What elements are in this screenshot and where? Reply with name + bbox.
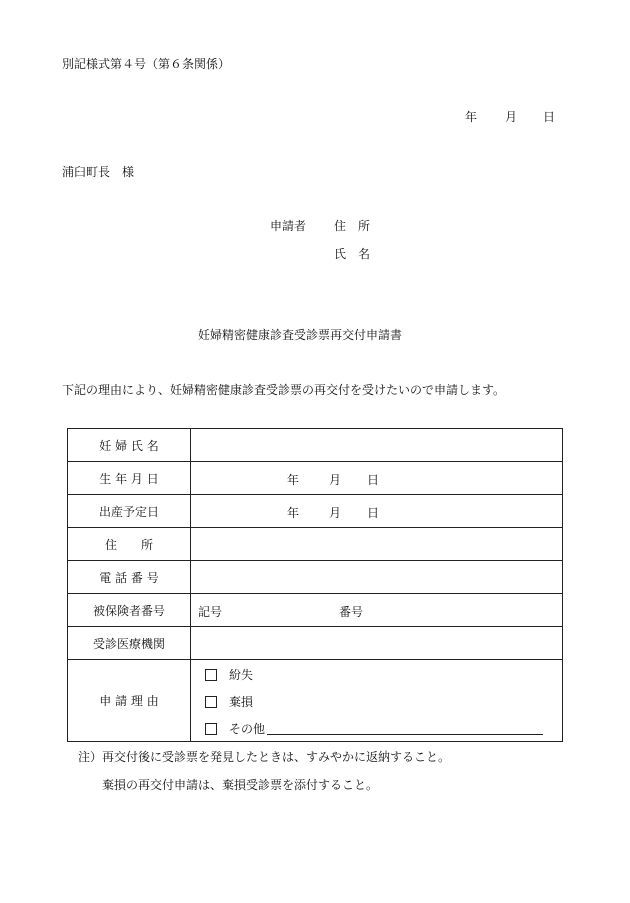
birthdate-day: 日	[367, 473, 380, 487]
phone-field[interactable]	[191, 561, 563, 594]
table-row	[68, 660, 563, 742]
table-row	[68, 495, 563, 528]
reason-field	[191, 660, 563, 742]
due-date-year: 年	[287, 506, 300, 520]
birthdate-label: 生 年 月 日	[68, 462, 191, 495]
insurance-number-sublabel: 番号	[339, 605, 364, 619]
insurance-number-label: 被保険者番号	[68, 594, 191, 627]
table-row	[68, 462, 563, 495]
clinic-field[interactable]	[191, 627, 563, 660]
applicant-label: 申請者	[270, 219, 307, 233]
checkbox-other[interactable]	[205, 723, 217, 735]
due-date-month: 月	[329, 506, 342, 520]
birthdate-month: 月	[329, 473, 342, 487]
reason-other-label: その他	[229, 722, 266, 736]
addressee: 浦臼町長 様	[62, 165, 135, 179]
reason-damaged-label: 棄損	[229, 695, 254, 709]
page-title: 妊婦精密健康診査受診票再交付申請書	[198, 328, 403, 342]
reason-damaged-option[interactable]	[205, 693, 253, 710]
table-row	[68, 528, 563, 561]
due-date-field[interactable]	[191, 495, 563, 528]
reason-label: 申 請 理 由	[68, 660, 191, 742]
note-1: 注）再交付後に受診票を発見したときは、すみやかに返納すること。	[78, 750, 451, 764]
table-row	[68, 429, 563, 462]
birthdate-field[interactable]	[191, 462, 563, 495]
reason-lost-label: 紛失	[229, 668, 254, 682]
reason-other-option[interactable]	[205, 720, 543, 737]
due-date-day: 日	[367, 506, 380, 520]
reason-lost-option[interactable]	[205, 666, 253, 683]
checkbox-lost[interactable]	[205, 669, 217, 681]
applicant-address-label: 住 所	[334, 219, 371, 233]
address-field[interactable]	[191, 528, 563, 561]
address-label: 住 所	[68, 528, 191, 561]
pregnant-name-label: 妊 婦 氏 名	[68, 429, 191, 462]
note-2: 棄損の再交付申請は、棄損受診票を添付すること。	[102, 778, 379, 792]
reason-other-underline[interactable]	[267, 722, 543, 735]
checkbox-damaged[interactable]	[205, 696, 217, 708]
insurance-symbol-label: 記号	[198, 605, 223, 619]
insurance-number-field[interactable]	[191, 594, 563, 627]
date-year: 年	[465, 110, 478, 124]
applicant-name-label: 氏 名	[334, 247, 371, 261]
date-day: 日	[543, 110, 556, 124]
table-row	[68, 594, 563, 627]
table-row	[68, 627, 563, 660]
table-row	[68, 561, 563, 594]
date-month: 月	[505, 110, 518, 124]
due-date-label: 出産予定日	[68, 495, 191, 528]
clinic-label: 受診医療機関	[68, 627, 191, 660]
intro-text: 下記の理由により、妊婦精密健康診査受診票の再交付を受けたいので申請します。	[62, 383, 506, 397]
form-number: 別記様式第４号（第６条関係）	[62, 57, 231, 71]
birthdate-year: 年	[287, 473, 300, 487]
pregnant-name-field[interactable]	[191, 429, 563, 462]
phone-label: 電 話 番 号	[68, 561, 191, 594]
application-table	[67, 428, 563, 742]
